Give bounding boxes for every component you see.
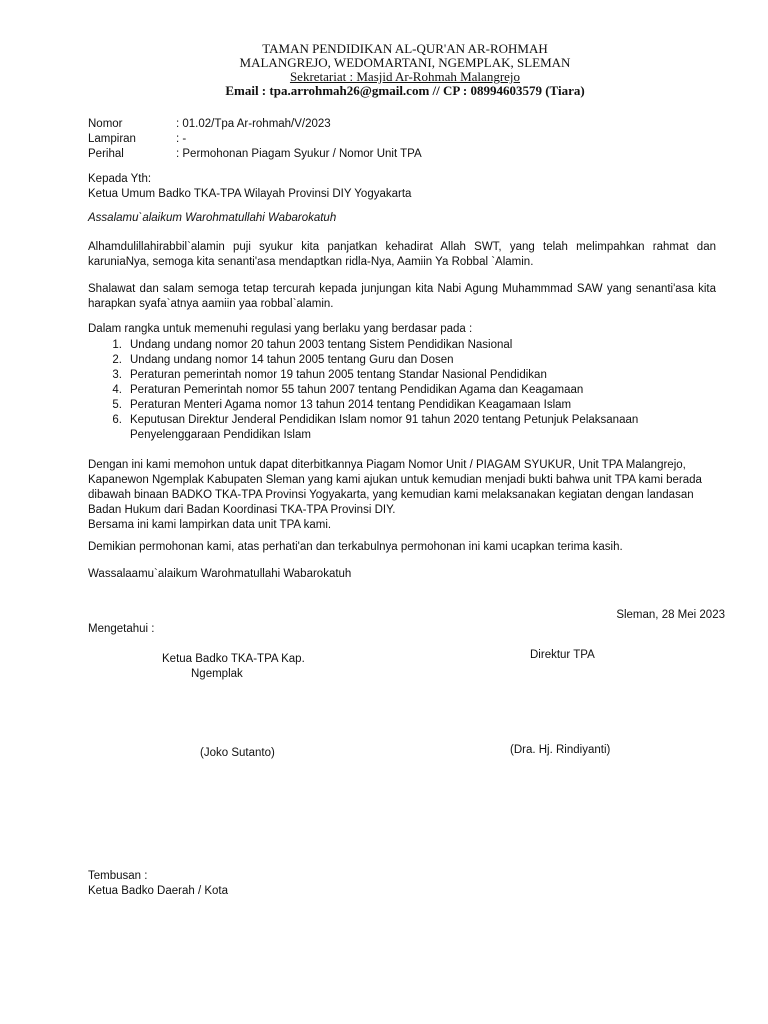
meta-value: : Permohonan Piagam Syukur / Nomor Unit TPA <box>176 148 422 160</box>
paragraph-request-body: Dengan ini kami memohon untuk dapat diterbitkannya Piagam Nomor Unit / PIAGAM SYUKUR, Unit TPA Malangrejo, Kapanewon Ngemplak Kabupaten Sleman yang kami ajukan untuk kemudian menjadi bukti bahwa unit TPA kami berada dibawah binaan BADKO TKA-TPA Provinsi Yogyakarta, yang kemudian kami melaksanakan kegiatan dengan landasan Badan Hukum dari Badan Koordinasi TKA-TPA Provinsi DIY. <box>88 459 702 516</box>
tembusan-recipient: Ketua Badko Daerah / Kota <box>88 885 229 897</box>
list-item: 6. Keputusan Direktur Jenderal Pendidikan Islam nomor 91 tahun 2020 tentang Petunjuk Pelaksanaan Penyelenggaraan Pendidikan Islam <box>112 414 639 441</box>
meta-label: Nomor <box>88 118 123 130</box>
paragraph-request <box>88 458 716 533</box>
list-item: 2. Undang undang nomor 14 tahun 2005 tentang Guru dan Dosen <box>112 354 454 366</box>
letterhead-address: MALANGREJO, WEDOMARTANI, NGEMPLAK, SLEMAN <box>239 55 571 70</box>
paragraph-attachment: Bersama ini kami lampirkan data unit TPA kami. <box>88 519 332 531</box>
meta-label: Lampiran <box>88 133 136 145</box>
place-date: Sleman, 28 Mei 2023 <box>616 609 725 621</box>
meta-row-lampiran <box>88 132 422 147</box>
list-item: 5. Peraturan Menteri Agama nomor 13 tahun 2014 tentang Pendidikan Keagamaan Islam <box>112 399 572 411</box>
meta-row-nomor <box>88 117 422 132</box>
paragraph-opening: Alhamdulillahirabbil`alamin puji syukur kita panjatkan kehadirat Allah SWT, yang telah melimpahkan rahmat dan karuniaNya, semoga kita senanti'asa mendaptkan ridla-Nya, Aamiin Ya Robbal `Alamin. <box>88 241 716 268</box>
paragraph-shalawat: Shalawat dan salam semoga tetap tercurah kepada junjungan kita Nabi Agung Muhammmad SAW yang senanti'asa kita harapkan syafa`atnya aamiin yaa robbal`alamin. <box>88 283 716 310</box>
recipient-name: Ketua Umum Badko TKA-TPA Wilayah Provinsi DIY Yogyakarta <box>88 188 412 200</box>
signature-left-title-line1: Ketua Badko TKA-TPA Kap. <box>162 653 305 665</box>
meta-value: : - <box>176 133 187 145</box>
letterhead-secretariat: Sekretariat : Masjid Ar-Rohmah Malangrejo <box>289 69 521 84</box>
recipient <box>88 172 716 202</box>
letterhead <box>0 42 768 98</box>
signature-right-title: Direktur TPA <box>530 649 595 661</box>
meta-label: Perihal <box>88 148 124 160</box>
recipient-salutation: Kepada Yth: <box>88 173 152 185</box>
list-item: 1. Undang undang nomor 20 tahun 2003 tentang Sistem Pendidikan Nasional <box>112 339 513 351</box>
signature-left-name: (Joko Sutanto) <box>200 747 275 759</box>
letter-meta <box>88 117 422 162</box>
mengetahui-label: Mengetahui : <box>88 623 155 635</box>
signature-right-name: (Dra. Hj. Rindiyanti) <box>510 744 611 756</box>
signature-left-title <box>162 652 305 682</box>
meta-row-perihal <box>88 147 422 162</box>
signature-left-title-line2: Ngemplak <box>191 668 243 680</box>
meta-value: : 01.02/Tpa Ar-rohmah/V/2023 <box>176 118 331 130</box>
letterhead-contact: Email : tpa.arrohmah26@gmail.com // CP : 08994603579 (Tiara) <box>225 83 585 98</box>
paragraph-closing: Demikian permohonan kami, atas perhati'an dan terkabulnya permohonan ini kami ucapkan terima kasih. <box>88 541 623 553</box>
list-item: 4. Peraturan Pemerintah nomor 55 tahun 2007 tentang Pendidikan Agama dan Keagamaan <box>112 384 584 396</box>
tembusan <box>88 869 228 899</box>
regulations-list <box>78 338 706 443</box>
letterhead-org-name: TAMAN PENDIDIKAN AL-QUR'AN AR-ROHMAH <box>262 41 548 56</box>
greeting: Assalamu`alaikum Warohmatullahi Wabarokatuh <box>88 212 337 224</box>
regulations-intro: Dalam rangka untuk memenuhi regulasi yang berlaku yang berdasar pada : <box>88 323 473 335</box>
closing-salam: Wassalaamu`alaikum Warohmatullahi Wabarokatuh <box>88 568 352 580</box>
tembusan-label: Tembusan : <box>88 870 148 882</box>
list-item: 3. Peraturan pemerintah nomor 19 tahun 2005 tentang Standar Nasional Pendidikan <box>112 369 547 381</box>
